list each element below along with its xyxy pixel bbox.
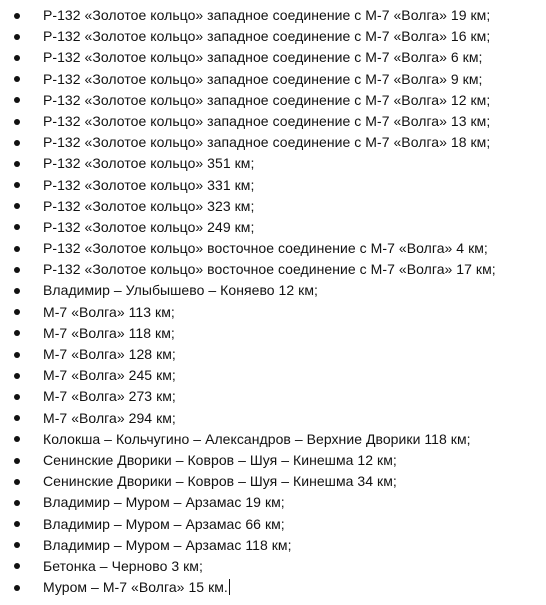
bullet-icon: [14, 119, 20, 125]
list-item-text[interactable]: Р-132 «Золотое кольцо» 249 км;: [43, 218, 255, 235]
list-item: [0, 132, 546, 153]
list-item: [0, 429, 546, 450]
list-item-text[interactable]: Р-132 «Золотое кольцо» западное соединение с М-7 «Волга» 18 км;: [43, 134, 491, 151]
bullet-icon: [14, 224, 20, 230]
list-item-text[interactable]: Р-132 «Золотое кольцо» восточное соединение с М-7 «Волга» 4 км;: [43, 240, 488, 257]
list-item-text[interactable]: Колокша – Кольчугино – Александров – Верхние Дворики 118 км;: [43, 430, 471, 447]
bullet-icon: [14, 436, 20, 442]
list-item: [0, 153, 546, 174]
list-item-text[interactable]: М-7 «Волга» 294 км;: [43, 409, 176, 426]
list-item: [0, 47, 546, 68]
bullet-icon: [14, 542, 20, 548]
list-item-text[interactable]: Р-132 «Золотое кольцо» западное соединение с М-7 «Волга» 13 км;: [43, 112, 491, 129]
list-item-text[interactable]: Р-132 «Золотое кольцо» восточное соединение с М-7 «Волга» 17 км;: [43, 261, 496, 278]
list-item: [0, 302, 546, 323]
list-item-text[interactable]: М-7 «Волга» 273 км;: [43, 388, 176, 405]
bullet-icon: [14, 97, 20, 103]
list-item-text[interactable]: Р-132 «Золотое кольцо» 351 км;: [43, 155, 255, 172]
list-item: [0, 471, 546, 492]
bullet-icon: [14, 500, 20, 506]
list-item-text[interactable]: Сенинские Дворики – Ковров – Шуя – Кинешма 12 км;: [43, 451, 397, 468]
bullet-icon: [14, 288, 20, 294]
list-item: [0, 344, 546, 365]
bullet-icon: [14, 246, 20, 252]
list-item: [0, 386, 546, 407]
bullet-icon: [14, 140, 20, 146]
bullet-icon: [14, 373, 20, 379]
bullet-icon: [14, 415, 20, 421]
list-item: [0, 111, 546, 132]
bullet-icon: [14, 521, 20, 527]
list-item-text[interactable]: М-7 «Волга» 113 км;: [43, 303, 175, 320]
bullet-icon: [14, 394, 20, 400]
bullet-icon: [14, 76, 20, 82]
list-item-text[interactable]: Сенинские Дворики – Ковров – Шуя – Кинешма 34 км;: [43, 473, 397, 490]
list-item-text[interactable]: Владимир – Муром – Арзамас 118 км;: [43, 536, 292, 553]
list-item-text[interactable]: М-7 «Волга» 245 км;: [43, 367, 176, 384]
list-item-text[interactable]: М-7 «Волга» 118 км;: [43, 324, 175, 341]
list-item-text[interactable]: Р-132 «Золотое кольцо» западное соединение с М-7 «Волга» 19 км;: [43, 7, 491, 23]
bullet-icon: [14, 182, 20, 188]
bullet-icon: [14, 203, 20, 209]
list-item-text[interactable]: М-7 «Волга» 128 км;: [43, 346, 176, 362]
list-item-text[interactable]: Р-132 «Золотое кольцо» 331 км;: [43, 176, 255, 193]
list-item-text[interactable]: Владимир – Муром – Арзамас 19 км;: [43, 494, 285, 511]
list-item: [0, 69, 546, 90]
bullet-icon: [14, 458, 20, 464]
bullet-icon: [14, 585, 20, 591]
text-cursor: [229, 579, 230, 595]
list-item-text[interactable]: Владимир – Улыбышево – Коняево 12 км;: [43, 282, 318, 299]
list-item: [0, 259, 546, 280]
list-item: [0, 238, 546, 259]
list-item: [0, 196, 546, 217]
bulleted-list: [0, 5, 546, 598]
list-item-text[interactable]: Р-132 «Золотое кольцо» западное соединение с М-7 «Волга» 12 км;: [43, 91, 491, 108]
list-item: [0, 26, 546, 47]
bullet-icon: [14, 267, 20, 273]
list-item: [0, 280, 546, 301]
list-item: [0, 90, 546, 111]
list-item-text[interactable]: [43, 577, 230, 598]
bullet-icon: [14, 34, 20, 40]
bullet-icon: [14, 330, 20, 336]
bullet-icon: [14, 479, 20, 485]
bullet-icon: [14, 161, 20, 167]
list-item: [0, 217, 546, 238]
list-item: [0, 577, 546, 598]
list-item: [0, 514, 546, 535]
list-item-text[interactable]: Бетонка – Черново 3 км;: [43, 557, 203, 574]
list-item-content: Муром – М-7 «Волга» 15 км.: [43, 579, 228, 596]
list-item: [0, 450, 546, 471]
list-item: [0, 556, 546, 577]
list-item: [0, 492, 546, 513]
list-item: [0, 323, 546, 344]
bullet-icon: [14, 563, 20, 569]
bullet-icon: [14, 309, 20, 315]
list-item-text[interactable]: Владимир – Муром – Арзамас 66 км;: [43, 515, 285, 532]
bullet-icon: [14, 352, 20, 358]
list-item: [0, 365, 546, 386]
list-item: [0, 175, 546, 196]
list-item-text[interactable]: Р-132 «Золотое кольцо» западное соединение с М-7 «Волга» 6 км;: [43, 49, 483, 66]
list-item: [0, 408, 546, 429]
list-item-text[interactable]: Р-132 «Золотое кольцо» западное соединение с М-7 «Волга» 9 км;: [43, 70, 483, 87]
list-item-text[interactable]: Р-132 «Золотое кольцо» западное соединение с М-7 «Волга» 16 км;: [43, 28, 491, 45]
bullet-icon: [14, 55, 20, 61]
list-item: [0, 5, 546, 26]
list-item: [0, 535, 546, 556]
bullet-icon: [14, 13, 20, 19]
list-item-text[interactable]: Р-132 «Золотое кольцо» 323 км;: [43, 197, 255, 214]
